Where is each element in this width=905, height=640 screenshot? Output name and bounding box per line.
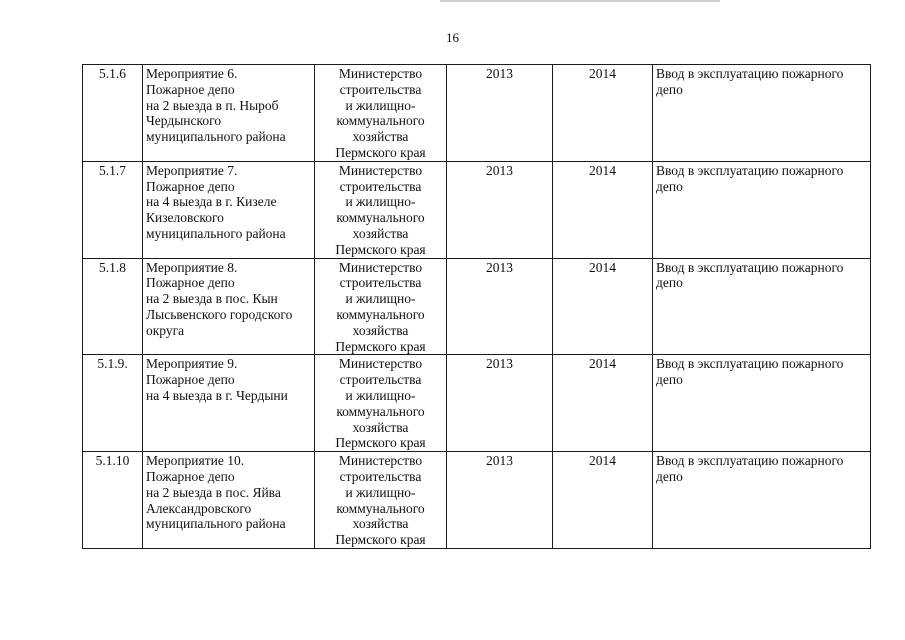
executor-line: Министерство xyxy=(338,356,423,372)
start-year-cell: 2013 xyxy=(447,452,553,549)
executor-line: и жилищно- xyxy=(345,484,416,500)
executor-line: Министерство xyxy=(338,162,423,178)
measure-name-cell xyxy=(143,355,315,452)
measure-name-line: Мероприятие 8. xyxy=(146,259,238,275)
executor-cell xyxy=(315,355,447,452)
result-cell: Ввод в эксплуатацию пожарного депо xyxy=(653,452,871,549)
measure-name-line: Пожарное депо xyxy=(146,468,235,484)
measure-name-line: Лысьвенского городского xyxy=(146,306,293,322)
executor-line: Пермского края xyxy=(335,338,426,354)
table-row xyxy=(83,355,871,452)
measure-name-line: на 2 выезда в п. Ныроб xyxy=(146,97,279,113)
start-year-cell: 2013 xyxy=(447,65,553,162)
executor-line: Пермского края xyxy=(335,435,426,451)
table-row xyxy=(83,452,871,549)
executor-line: строительства xyxy=(339,372,422,388)
measure-number-cell: 5.1.6 xyxy=(83,65,143,162)
executor-line: Пермского края xyxy=(335,532,426,548)
executor-line: Пермского края xyxy=(335,144,426,160)
executor-line: коммунального xyxy=(336,113,425,129)
end-year-cell: 2014 xyxy=(553,65,653,162)
end-year-cell: 2014 xyxy=(553,452,653,549)
table-row xyxy=(83,65,871,162)
measure-name-line: муниципального района xyxy=(146,225,286,241)
executor-line: строительства xyxy=(339,178,422,194)
measure-number-cell: 5.1.10 xyxy=(83,452,143,549)
measure-name-line: Александровского xyxy=(146,500,252,516)
measure-name-line: Пожарное депо xyxy=(146,178,235,194)
result-cell: Ввод в эксплуатацию пожарного депо xyxy=(653,161,871,258)
measure-name-line: Мероприятие 6. xyxy=(146,66,238,81)
executor-line: Пермского края xyxy=(335,241,426,257)
page-number: 16 xyxy=(446,30,459,45)
measures-table-body xyxy=(83,65,871,549)
executor-line: Министерство xyxy=(338,259,423,275)
measure-name-line: Кизеловского xyxy=(146,210,224,226)
executor-line: коммунального xyxy=(336,500,425,516)
measure-name-line: Пожарное депо xyxy=(146,81,235,97)
executor-line: Министерство xyxy=(338,66,423,81)
measure-name-cell xyxy=(143,65,315,162)
executor-line: коммунального xyxy=(336,306,425,322)
table-row xyxy=(83,161,871,258)
measure-name-cell xyxy=(143,258,315,355)
executor-line: строительства xyxy=(339,81,422,97)
measure-name-line: на 4 выезда в г. Кизеле xyxy=(146,194,277,210)
measures-table xyxy=(82,64,871,549)
end-year-cell: 2014 xyxy=(553,258,653,355)
executor-line: строительства xyxy=(339,468,422,484)
end-year-cell: 2014 xyxy=(553,161,653,258)
measure-name-line: Пожарное депо xyxy=(146,372,235,388)
measure-name-line: Мероприятие 10. xyxy=(146,453,245,469)
executor-line: коммунального xyxy=(336,210,425,226)
measure-number-cell: 5.1.8 xyxy=(83,258,143,355)
executor-line: и жилищно- xyxy=(345,291,416,307)
result-cell: Ввод в эксплуатацию пожарного депо xyxy=(653,65,871,162)
table-row xyxy=(83,258,871,355)
executor-line: и жилищно- xyxy=(345,387,416,403)
measure-name-cell xyxy=(143,452,315,549)
executor-line: хозяйства xyxy=(352,419,409,435)
measure-name-line: на 2 выезда в пос. Яйва xyxy=(146,484,281,500)
measure-name-line: Мероприятие 7. xyxy=(146,162,238,178)
executor-cell xyxy=(315,161,447,258)
executor-line: коммунального xyxy=(336,403,425,419)
executor-line: хозяйства xyxy=(352,322,409,338)
executor-line: и жилищно- xyxy=(345,97,416,113)
measure-name-cell xyxy=(143,161,315,258)
executor-cell xyxy=(315,258,447,355)
executor-line: хозяйства xyxy=(352,129,409,145)
start-year-cell: 2013 xyxy=(447,258,553,355)
measure-name-line: Мероприятие 9. xyxy=(146,356,238,372)
measure-name-line: Пожарное депо xyxy=(146,275,235,291)
measure-name-line: на 2 выезда в пос. Кын xyxy=(146,291,278,307)
executor-line: Министерство xyxy=(338,453,423,469)
executor-line: и жилищно- xyxy=(345,194,416,210)
top-scan-line xyxy=(440,0,720,2)
measure-number-cell: 5.1.7 xyxy=(83,161,143,258)
executor-line: хозяйства xyxy=(352,516,409,532)
executor-line: строительства xyxy=(339,275,422,291)
start-year-cell: 2013 xyxy=(447,161,553,258)
measure-name-line: округа xyxy=(146,322,185,338)
result-cell: Ввод в эксплуатацию пожарного депо xyxy=(653,258,871,355)
measure-name-line: муниципального района xyxy=(146,129,286,145)
measure-number-cell: 5.1.9. xyxy=(83,355,143,452)
executor-cell xyxy=(315,452,447,549)
result-cell: Ввод в эксплуатацию пожарного депо xyxy=(653,355,871,452)
executor-line: хозяйства xyxy=(352,225,409,241)
measure-name-line: на 4 выезда в г. Чердыни xyxy=(146,387,288,403)
executor-cell xyxy=(315,65,447,162)
end-year-cell: 2014 xyxy=(553,355,653,452)
start-year-cell: 2013 xyxy=(447,355,553,452)
measure-name-line: Чердынского xyxy=(146,113,222,129)
measure-name-line: муниципального района xyxy=(146,516,286,532)
